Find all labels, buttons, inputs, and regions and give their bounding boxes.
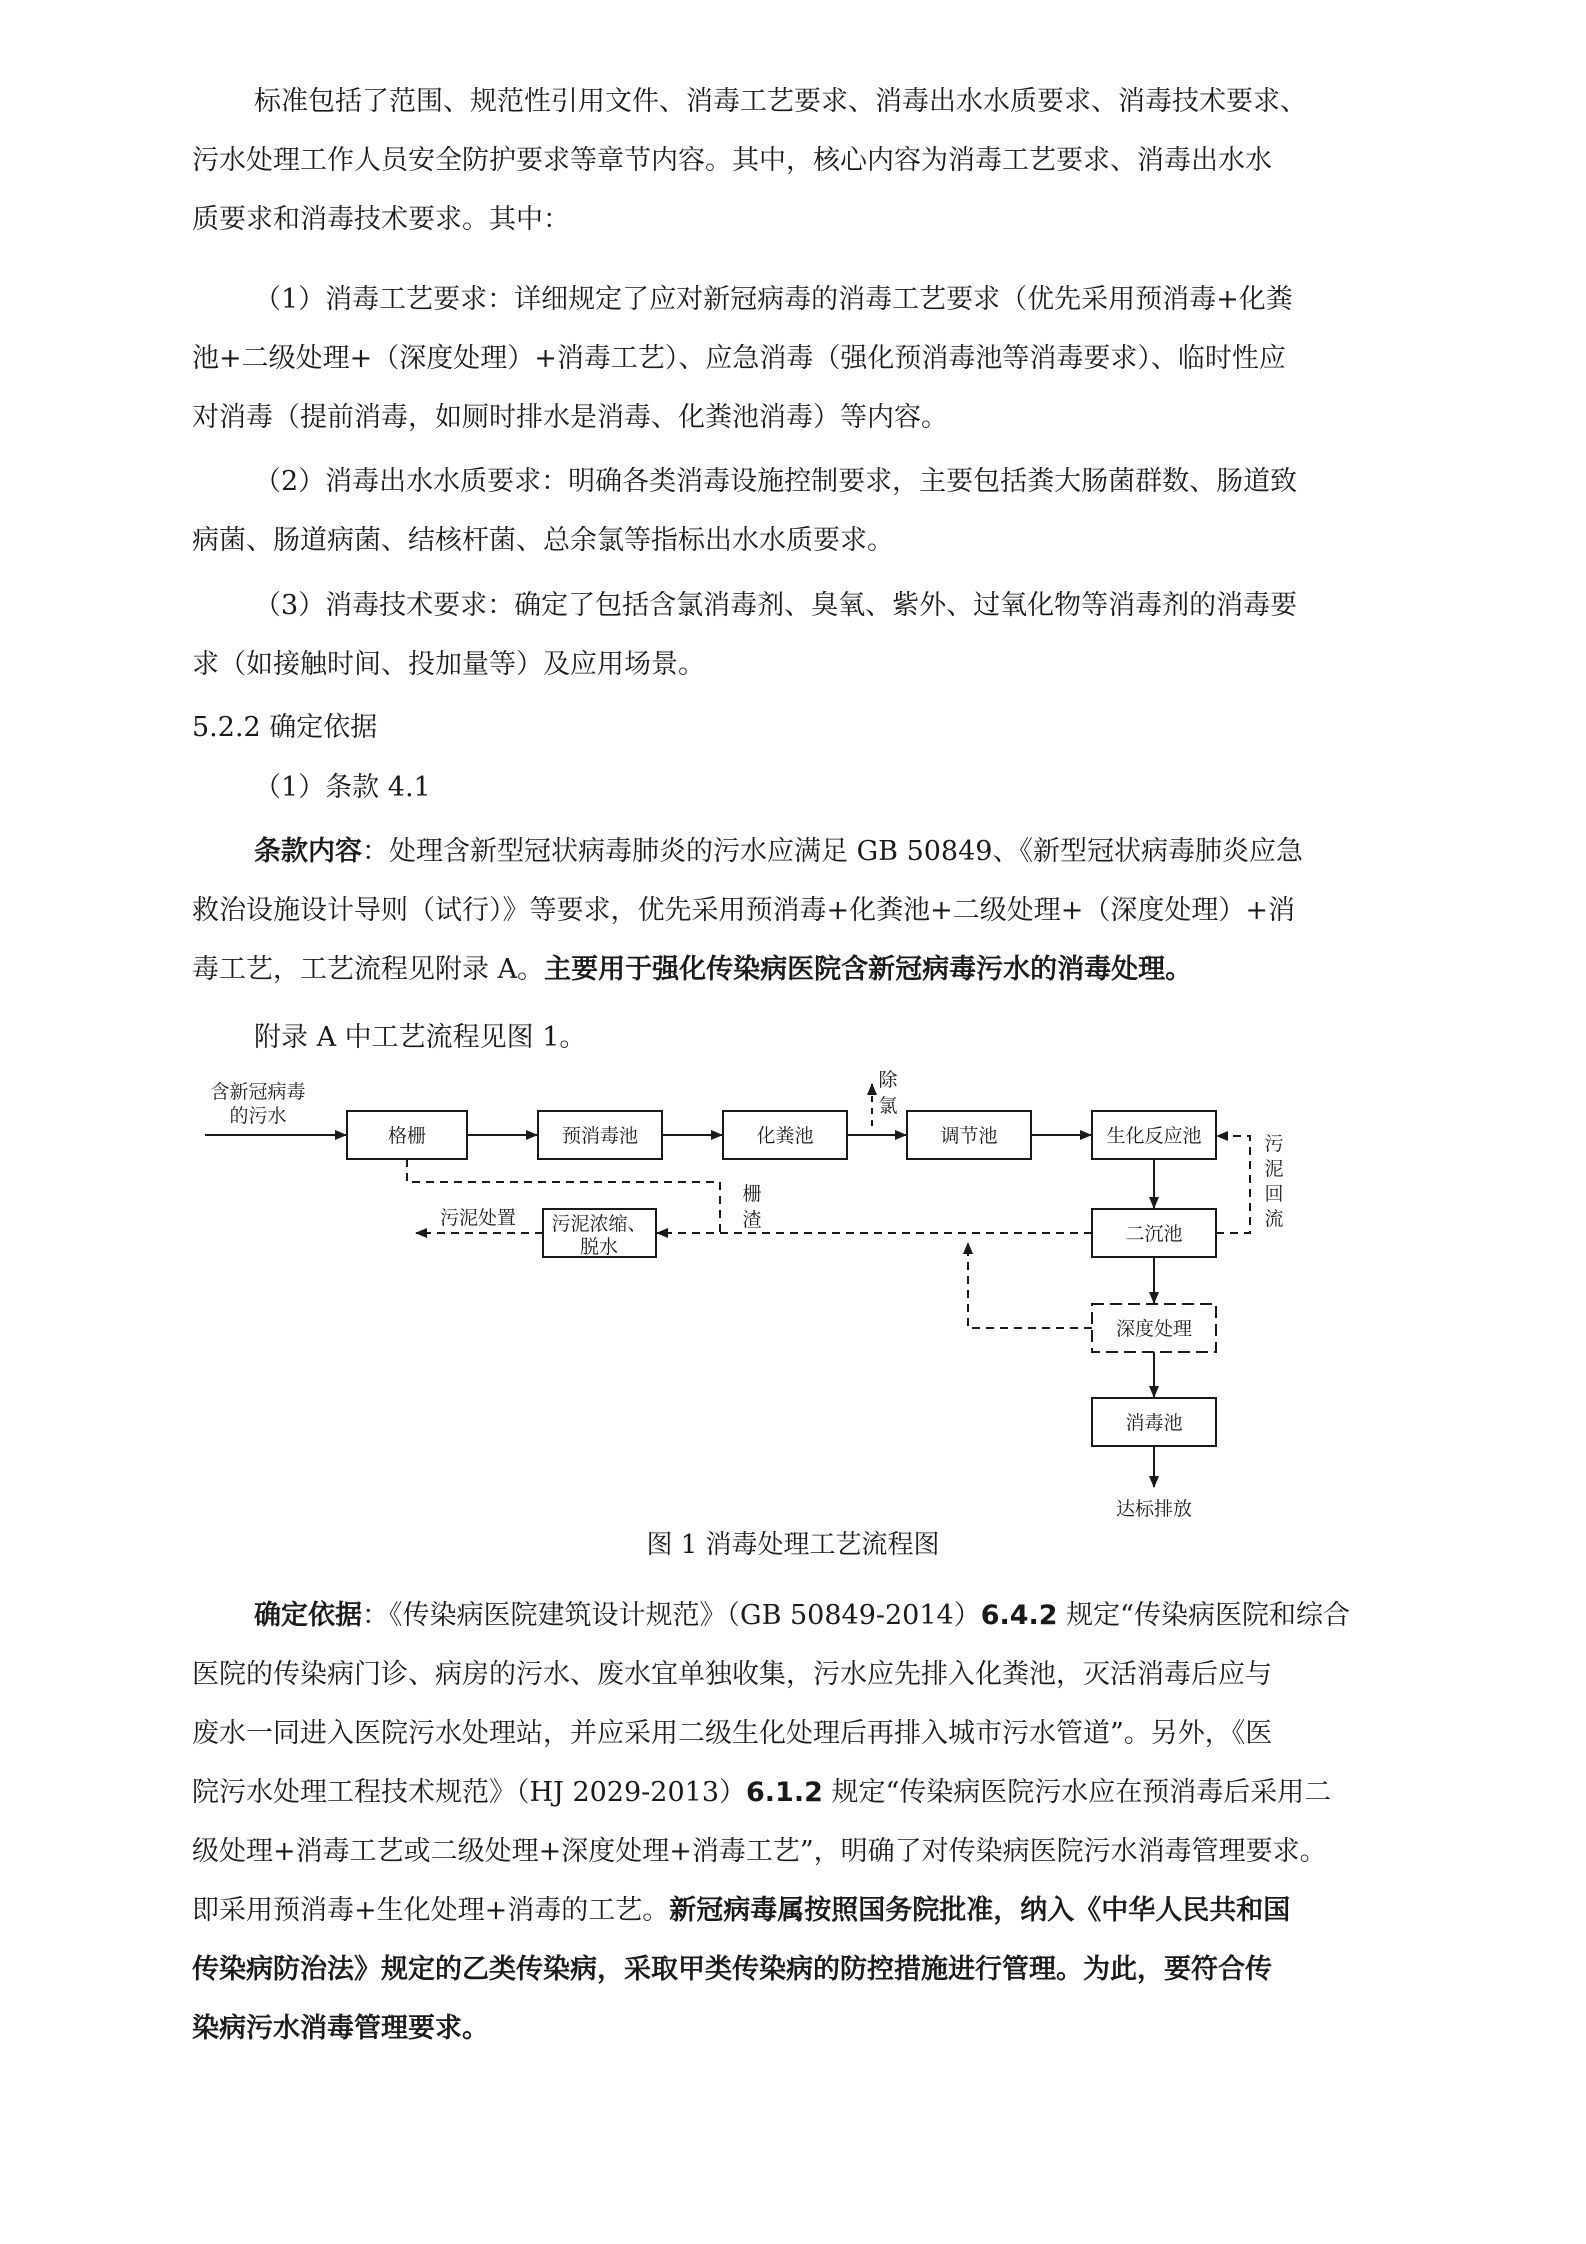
basis-emphasis-line-8: 染病污水消毒管理要求。 [192, 2013, 489, 2044]
advanced-treatment-label: 深度处理 [1115, 1318, 1193, 1340]
bioreactor-label: 生化反应池 [1106, 1125, 1202, 1147]
secondary-clarifier-label: 二沉池 [1125, 1223, 1183, 1245]
basis-line-4c: 规定“传染病医院污水应在预消毒后采用二 [822, 1777, 1332, 1808]
basis-clause-ref: 6.4.2 [980, 1600, 1058, 1631]
dechlorination-label: 除 [878, 1069, 898, 1091]
basis-line-5: 级处理+消毒工艺或二级处理+深度处理+消毒工艺”，明确了对传染病医院污水消毒管理要求。 [192, 1836, 1327, 1867]
clause-content-emphasis: 主要用于强化传染病医院含新冠病毒污水的消毒处理。 [544, 954, 1193, 985]
figure-caption: 图 1 消毒处理工艺流程图 [646, 1530, 940, 1560]
screenings-label: 栅 [742, 1183, 762, 1205]
inflow-label: 含新冠病毒 [210, 1081, 306, 1103]
clause-content-paragraph [192, 822, 1402, 999]
appendix-reference: 附录 A 中工艺流程见图 1。 [254, 1022, 587, 1053]
deep-treatment-sludge-line [968, 1243, 1092, 1328]
basis-clause-ref: 6.1.2 [746, 1777, 823, 1808]
basis-line-4a: 院污水处理工程技术规范》（HJ 2029-2013） [192, 1777, 747, 1808]
process-flowchart [0, 1060, 1586, 1540]
sludge-thickening-label: 脱水 [579, 1236, 619, 1258]
item-1-line-1: （1）消毒工艺要求：详细规定了应对新冠病毒的消毒工艺要求（优先采用预消毒+化粪 [254, 284, 1293, 315]
clause-content-line-3: 毒工艺，工艺流程见附录 A。 [192, 954, 545, 985]
intro-paragraph [192, 72, 1402, 249]
pre-disinfection-label: 预消毒池 [561, 1125, 639, 1147]
disinfection-tank-label: 消毒池 [1125, 1412, 1183, 1434]
basis-line-3: 废水一同进入医院污水处理站，并应采用二级生化处理后再排入城市污水管道”。另外，《医 [192, 1718, 1273, 1749]
intro-line-1: 标准包括了范围、规范性引用文件、消毒工艺要求、消毒出水水质要求、消毒技术要求、 [254, 86, 1307, 117]
item-2-line-2: 病菌、肠道病菌、结核杆菌、总余氯等指标出水水质要求。 [192, 525, 894, 556]
item-1-line-3: 对消毒（提前消毒，如厕时排水是消毒、化粪池消毒）等内容。 [192, 402, 948, 433]
item-3-line-2: 求（如接触时间、投加量等）及应用场景。 [192, 649, 705, 680]
dechlorination-label: 氯 [878, 1095, 898, 1117]
discharge-label: 达标排放 [1115, 1498, 1193, 1520]
basis-line-2: 医院的传染病门诊、病房的污水、废水宜单独收集，污水应先排入化粪池，灭活消毒后应与 [192, 1659, 1272, 1690]
item-2-paragraph [192, 452, 1402, 570]
basis-paragraph [192, 1586, 1402, 2058]
item-2-line-1: （2）消毒出水水质要求：明确各类消毒设施控制要求，主要包括粪大肠菌群数、肠道致 [254, 466, 1298, 497]
basis-emphasis-line-7: 传染病防治法》规定的乙类传染病，采取甲类传染病的防控措施进行管理。为此，要符合传 [192, 1954, 1272, 1985]
intro-line-3: 质要求和消毒技术要求。其中： [192, 204, 570, 235]
item-1-paragraph [192, 270, 1402, 447]
sludge-return-label: 污 [1264, 1133, 1284, 1155]
clause-content-line-1: ：处理含新型冠状病毒肺炎的污水应满足 GB 50849、《新型冠状病毒肺炎应急 [362, 836, 1303, 867]
sludge-return-label: 流 [1264, 1208, 1284, 1230]
sludge-thickening-label: 污泥浓缩、 [551, 1213, 647, 1235]
basis-emphasis: 新冠病毒属按照国务院批准，纳入《中华人民共和国 [669, 1895, 1291, 1926]
basis-line-1c: 规定“传染病医院和综合 [1057, 1600, 1350, 1631]
basis-line-6: 即采用预消毒+生化处理+消毒的工艺。 [192, 1895, 670, 1926]
section-heading: 5.2.2 确定依据 [192, 712, 378, 743]
item-3-line-1: （3）消毒技术要求：确定了包括含氯消毒剂、臭氧、紫外、过氧化物等消毒剂的消毒要 [254, 590, 1298, 621]
sludge-disposal-label: 污泥处置 [439, 1207, 517, 1229]
basis-line-1a: ：《传染病医院建筑设计规范》（GB 50849-2014） [362, 1600, 981, 1631]
sludge-return-line [1216, 1136, 1250, 1233]
item-1-line-2: 池+二级处理+（深度处理）+消毒工艺）、应急消毒（强化预消毒池等消毒要求）、临时性应 [192, 343, 1286, 374]
sludge-return-label: 回 [1264, 1183, 1284, 1205]
equalization-tank-label: 调节池 [940, 1125, 998, 1147]
septic-tank-label: 化粪池 [756, 1125, 814, 1147]
screenings-label: 渣 [742, 1209, 762, 1231]
clause-number: （1）条款 4.1 [254, 772, 431, 803]
sludge-return-label: 泥 [1264, 1158, 1284, 1180]
inflow-label: 的污水 [229, 1105, 287, 1127]
clause-content-label: 条款内容 [254, 836, 362, 867]
item-3-paragraph [192, 576, 1402, 694]
clause-content-line-2: 救治设施设计导则（试行）》等要求，优先采用预消毒+化粪池+二级处理+（深度处理）+消 [192, 895, 1295, 926]
screen-label: 格栅 [387, 1125, 427, 1147]
basis-label: 确定依据 [254, 1600, 362, 1631]
intro-line-2: 污水处理工作人员安全防护要求等章节内容。其中，核心内容为消毒工艺要求、消毒出水水 [192, 145, 1272, 176]
